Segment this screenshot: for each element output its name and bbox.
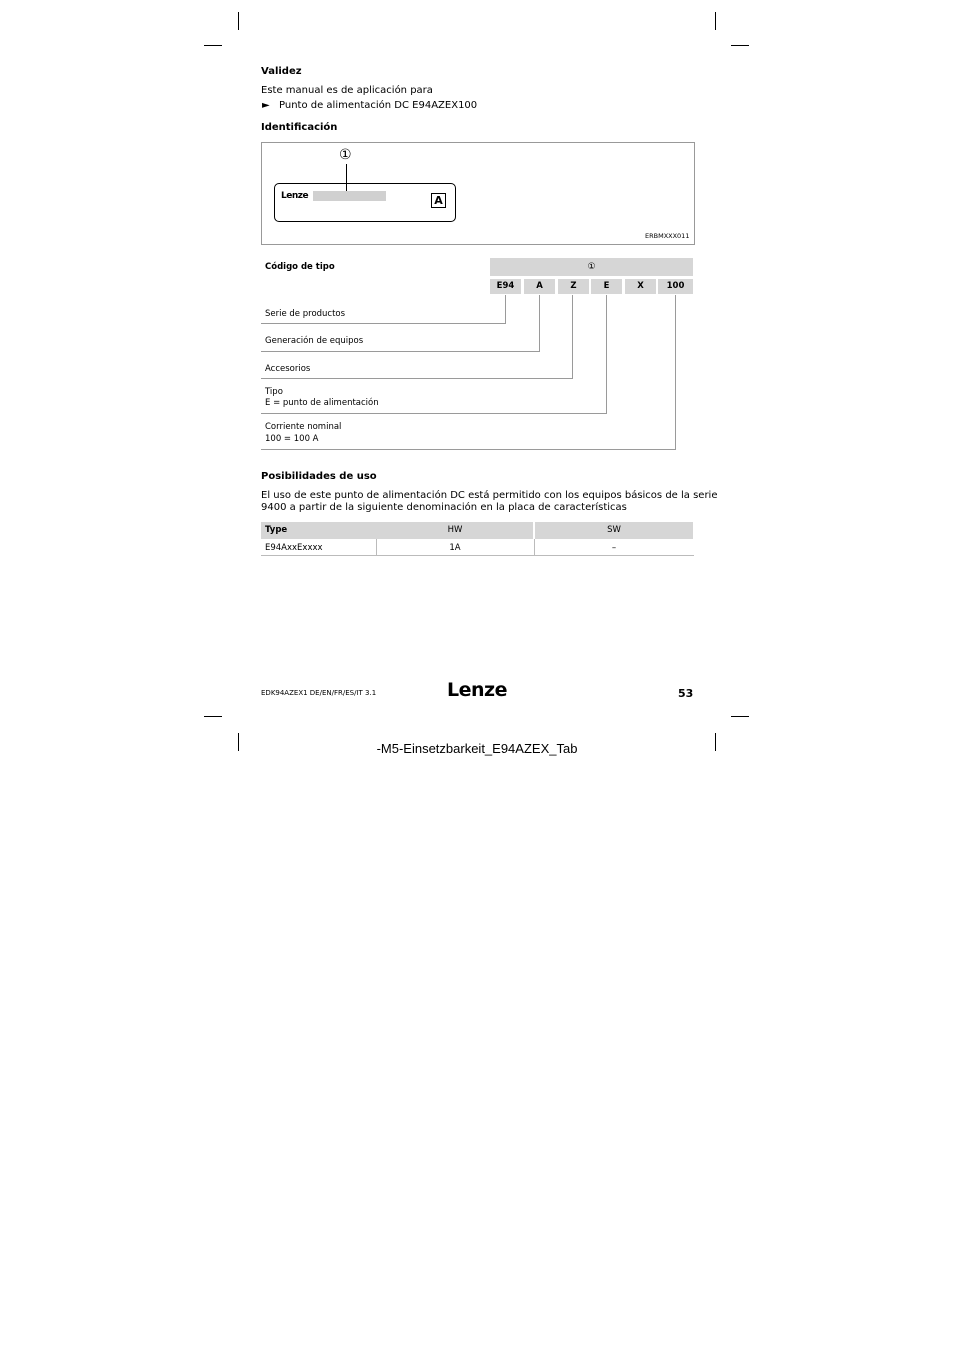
bullet-arrow-icon: ► — [262, 100, 270, 111]
usage-text-line2: 9400 a partir de la siguiente denominación en la placa de características — [261, 502, 627, 513]
document-caption: -M5-Einsetzbarkeit_E94AZEX_Tab — [376, 741, 578, 756]
table-cell-sw: – — [611, 543, 617, 553]
crop-mark — [204, 45, 222, 46]
connector-line — [606, 295, 607, 414]
row-divider — [261, 351, 540, 352]
connector-line — [505, 295, 506, 324]
type-code-row-detail: 100 = 100 A — [265, 434, 319, 444]
connector-line — [572, 295, 573, 379]
figure-id: ERBMXXX011 — [645, 232, 690, 240]
type-code-segment: E — [591, 279, 622, 294]
table-cell-type: E94AxxExxxx — [265, 543, 323, 553]
type-code-label: Código de tipo — [265, 262, 335, 272]
identification-heading: Identificación — [261, 122, 338, 133]
callout-marker: ① — [339, 147, 352, 163]
nameplate-letter-box: A — [431, 193, 446, 208]
type-code-row-label: Generación de equipos — [265, 336, 364, 346]
row-divider — [261, 323, 506, 324]
table-cell-hw: 1A — [449, 543, 461, 553]
type-code-segment: X — [625, 279, 656, 294]
validity-heading: Validez — [261, 66, 302, 77]
usage-text-line1: El uso de este punto de alimentación DC está permitido con los equipos básicos de la serie — [261, 490, 718, 501]
lenze-logo: Lenze — [447, 679, 507, 701]
nameplate-type-field — [313, 191, 386, 201]
table-header-sw: SW — [535, 522, 693, 539]
type-code-row-label: Tipo — [265, 387, 283, 397]
connector-line — [539, 295, 540, 352]
usage-heading: Posibilidades de uso — [261, 471, 377, 482]
table-column-divider — [376, 539, 377, 555]
type-code-segment: A — [524, 279, 555, 294]
footer-doc-id: EDK94AZEX1 DE/EN/FR/ES/IT 3.1 — [261, 689, 377, 697]
identification-figure — [261, 142, 695, 245]
type-code-row-label: Accesorios — [265, 364, 311, 374]
nameplate — [274, 183, 456, 222]
nameplate-logo: Lenze — [281, 191, 309, 201]
type-code-row-label: Serie de productos — [265, 309, 346, 319]
type-code-segment: 100 — [658, 279, 693, 294]
type-code-row-detail: E = punto de alimentación — [265, 398, 379, 408]
crop-mark — [731, 716, 749, 717]
table-column-divider — [534, 539, 535, 555]
table-header-hw: HW — [377, 522, 533, 539]
crop-mark — [238, 12, 239, 30]
table-bottom-border — [261, 555, 694, 556]
type-code-segment: Z — [558, 279, 589, 294]
connector-line — [675, 295, 676, 450]
validity-intro: Este manual es de aplicación para — [261, 85, 433, 96]
type-code-segment: E94 — [490, 279, 521, 294]
validity-bullet-text: Punto de alimentación DC E94AZEX100 — [279, 100, 478, 111]
crop-mark — [204, 716, 222, 717]
row-divider — [261, 449, 676, 450]
row-divider — [261, 378, 573, 379]
row-divider — [261, 413, 607, 414]
page-number: 53 — [678, 687, 694, 700]
crop-mark — [731, 45, 749, 46]
table-header-type: Type — [261, 522, 379, 539]
crop-mark — [715, 12, 716, 30]
type-code-callout-header: ① — [490, 258, 693, 276]
type-code-row-label: Corriente nominal — [265, 422, 342, 432]
